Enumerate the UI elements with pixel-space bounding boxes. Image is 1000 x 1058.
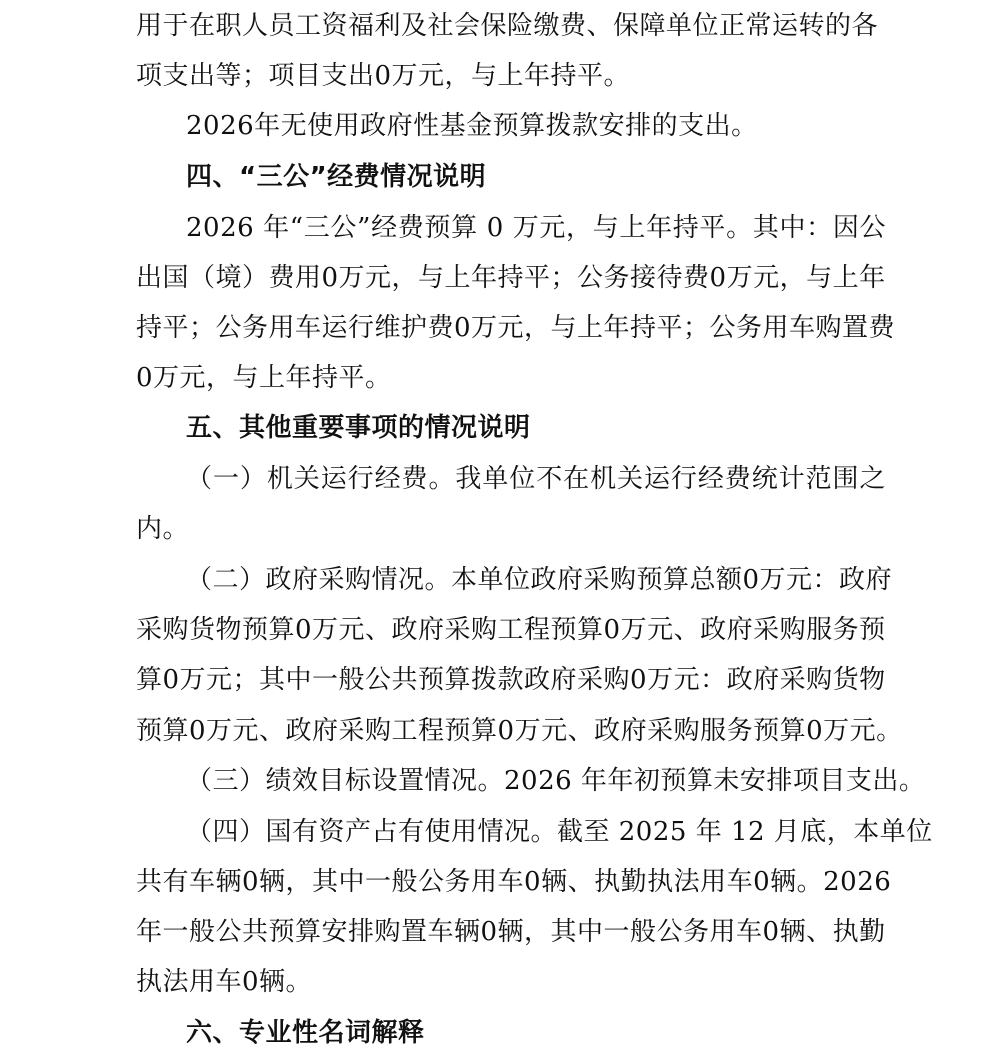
- body-text-line: （三）绩效目标设置情况。2026 年年初预算未安排项目支出。: [186, 766, 926, 796]
- body-text-line: 预算0万元、政府采购工程预算0万元、政府采购服务预算0万元。: [136, 716, 903, 746]
- section-heading: 五、其他重要事项的情况说明: [186, 413, 531, 443]
- body-text-line: 2026 年“三公”经费预算 0 万元，与上年持平。其中：因公: [186, 213, 886, 243]
- body-text-line: （二）政府采购情况。本单位政府采购预算总额0万元：政府: [186, 565, 893, 595]
- body-text-line: 0万元，与上年持平。: [136, 363, 392, 393]
- body-text-line: 采购货物预算0万元、政府采购工程预算0万元、政府采购服务预: [136, 615, 886, 645]
- body-text-line: 用于在职人员工资福利及社会保险缴费、保障单位正常运转的各: [136, 11, 879, 41]
- body-text-line: 执法用车0辆。: [136, 967, 313, 997]
- body-text-line: 内。: [136, 514, 190, 544]
- body-text-line: 共有车辆0辆，其中一般公务用车0辆、执勤执法用车0辆。2026: [136, 867, 892, 897]
- body-text-line: 出国（境）费用0万元，与上年持平；公务接待费0万元，与上年: [136, 263, 886, 293]
- body-text-line: （四）国有资产占有使用情况。截至 2025 年 12 月底，本单位: [186, 817, 933, 847]
- body-text-line: （一）机关运行经费。我单位不在机关运行经费统计范围之: [186, 464, 886, 494]
- body-text-line: 持平；公务用车运行维护费0万元，与上年持平；公务用车购置费: [136, 313, 896, 343]
- section-heading: 四、“三公”经费情况说明: [186, 162, 487, 192]
- section-heading: 六、专业性名词解释: [186, 1018, 425, 1048]
- body-text-line: 年一般公共预算安排购置车辆0辆，其中一般公务用车0辆、执勤: [136, 917, 886, 947]
- body-text-line: 算0万元；其中一般公共预算拨款政府采购0万元：政府采购货物: [136, 665, 886, 695]
- body-text-line: 项支出等；项目支出0万元，与上年持平。: [136, 61, 631, 91]
- body-text-line: 2026年无使用政府性基金预算拨款安排的支出。: [186, 111, 758, 141]
